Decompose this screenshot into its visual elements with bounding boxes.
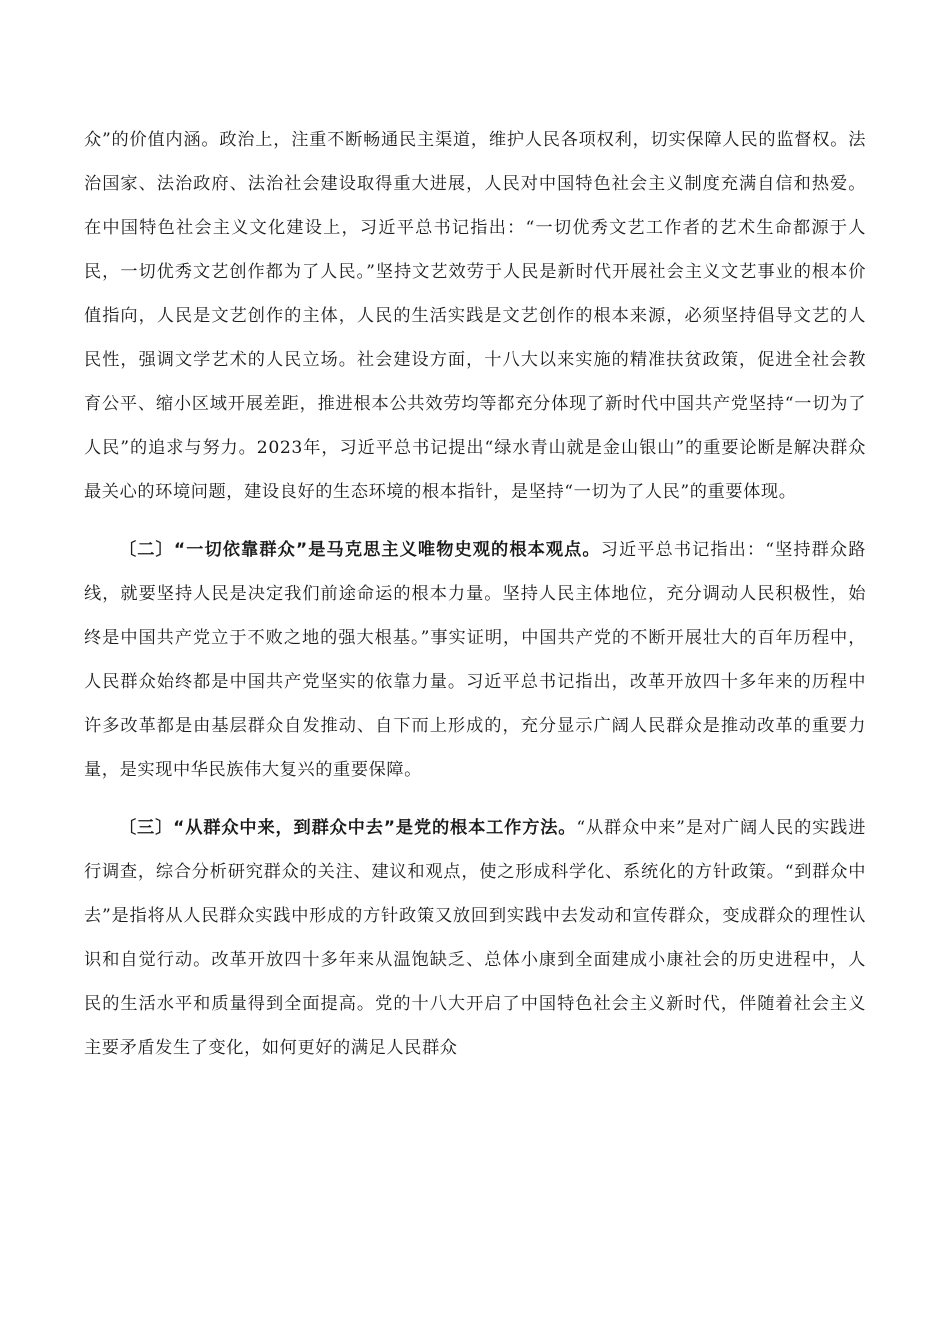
- paragraph-2-text: 习近平总书记指出：“坚持群众路线，就要坚持人民是决定我们前途命运的根本力量。坚持人民主体地位，充分调动人民积极性，始终是中国共产党立于不败之地的强大根基。”事实证明，中国共产党的不断开展壮大的百年历程中，人民群众始终都是中国共产党坚实的依靠力量。习近平总书记指出，改革开放四十多年来的历程中许多改革都是由基层群众自发推动、自下而上形成的，充分显示广阔人民群众是推动改革的重要力量，是实现中华民族伟大复兴的重要保障。: [84, 540, 866, 780]
- paragraph-1-text: 众”的价值内涵。政治上，注重不断畅通民主渠道，维护人民各项权利，切实保障人民的监督权。法治国家、法治政府、法治社会建设取得重大进展，人民对中国特色社会主义制度充满自信和热爱。在中国特色社会主义文化建设上，习近平总书记指出：“一切优秀文艺工作者的艺术生命都源于人民，一切优秀文艺创作都为了人民。”坚持文艺效劳于人民是新时代开展社会主义文艺事业的根本价值指向，人民是文艺创作的主体，人民的生活实践是文艺创作的根本来源，必须坚持倡导文艺的人民性，强调文学艺术的人民立场。社会建设方面，十八大以来实施的精准扶贫政策，促进全社会教育公平、缩小区域开展差距，推进根本公共效劳均等都充分体现了新时代中国共产党坚持“一切为了人民”的追求与努力。2023年，习近平总书记提出“绿水青山就是金山银山”的重要论断是解决群众最关心的环境问题，建设良好的生态环境的根本指针，是坚持“一切为了人民”的重要体现。: [84, 130, 866, 502]
- paragraph-2: [84, 528, 866, 792]
- paragraph-1: [84, 118, 866, 514]
- paragraph-3: [84, 806, 866, 1070]
- paragraph-3-text: “从群众中来”是对广阔人民的实践进行调查，综合分析研究群众的关注、建议和观点，使之形成科学化、系统化的方针政策。“到群众中去”是指将从人民群众实践中形成的方针政策又放回到实践中去发动和宣传群众，变成群众的理性认识和自觉行动。改革开放四十多年来从温饱缺乏、总体小康到全面建成小康社会的历史进程中，人民的生活水平和质量得到全面提高。党的十八大开启了中国特色社会主义新时代，伴随着社会主义主要矛盾发生了变化，如何更好的满足人民群众: [84, 818, 866, 1058]
- paragraph-2-heading: 〔二〕“一切依靠群众”是马克思主义唯物史观的根本观点。: [119, 540, 601, 560]
- document-page: [84, 118, 866, 1070]
- paragraph-3-heading: 〔三〕“从群众中来，到群众中去”是党的根本工作方法。: [119, 818, 577, 838]
